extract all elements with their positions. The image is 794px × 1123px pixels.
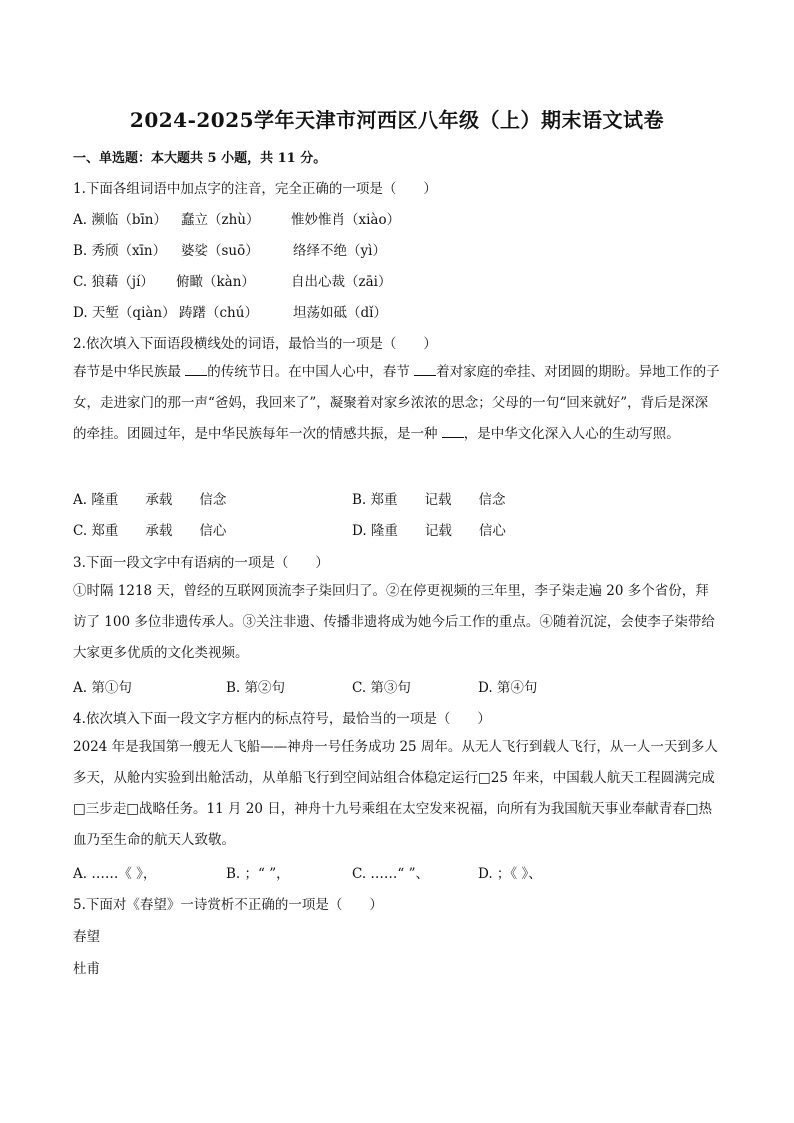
option-b-word1: B. 秀颀（xīn） [73, 243, 167, 259]
question-3-stem: 3.下面一段文字中有语病的一项是（ ） [73, 555, 329, 571]
fill-blank [185, 363, 207, 376]
option-a-word3: 惟妙惟肖（xiào） [291, 212, 401, 228]
option-c: C. 郑重 承载 信心 [73, 523, 227, 539]
option-d: D. 隆重 记载 信心 [352, 523, 506, 539]
option-d-word3: 坦荡如砥（dǐ） [293, 305, 387, 321]
fill-blank [414, 363, 436, 376]
question-2-passage [73, 357, 721, 450]
question-5-stem: 5.下面对《春望》一诗赏析不正确的一项是（ ） [73, 897, 383, 913]
question-1-stem: 1.下面各组词语中加点字的注音，完全正确的一项是（ ） [73, 181, 437, 197]
question-4-passage: 2024 年是我国第一艘无人飞船——神舟一号任务成功 25 周年。从无人飞行到载人飞行，从一人一天到多人多天，从舱内实验到出舱活动，从单船飞行到空间站组合体稳定运行□25 年来，中国载人航天工程圆满完成□三步走□战略任务。11 月 20 日，神舟十九号乘组在太空发来祝福，向所有为我国航天事业奉献青春□热血乃至生命的航天人致敬。 [73, 739, 718, 848]
option-c: C. ……“ ”、 [352, 866, 430, 882]
passage-part: 春节是中华民族最 [73, 364, 186, 380]
question-1-option-a [73, 208, 400, 228]
fill-blank [442, 425, 464, 438]
question-1-option-b [73, 239, 386, 259]
option-d: D. ；《 》、 [478, 866, 542, 882]
option-b-word2: 婆娑（suō） [181, 243, 259, 259]
question-2-options-row2 [73, 519, 506, 539]
poem-title: 春望 [73, 929, 100, 945]
option-b-word3: 络绎不绝（yì） [293, 243, 386, 259]
option-b: B. 第②句 [226, 680, 286, 696]
question-2-stem: 2.依次填入下面语段横线处的词语，最恰当的一项是（ ） [73, 336, 437, 352]
page-title: 2024-2025学年天津市河西区八年级（上）期末语文试卷 [129, 108, 665, 132]
question-3-passage: ①时隔 1218 天，曾经的互联网顶流李子柒回归了。②在停更视频的三年里，李子柒走遍 20 多个省份，拜访了 100 多位非遗传承人。③关注非遗、传播非遗将成为她今后工作的重点。④随着沉淀，会使李子柒带给大家更多优质的文化类视频。 [73, 583, 715, 661]
option-a: A. 第①句 [73, 680, 132, 696]
passage-part: ，是中华文化深入人心的生动写照。 [463, 426, 680, 442]
poem-author: 杜甫 [73, 961, 100, 977]
option-a-word1: A. 濒临（bīn） [73, 212, 167, 228]
option-b: B. 郑重 记载 信念 [352, 492, 506, 508]
option-d: D. 第④句 [478, 680, 538, 696]
section-heading: 一、单选题：本大题共 5 小题，共 11 分。 [73, 151, 327, 166]
question-4-options [73, 862, 542, 882]
passage-part: 的传统节日。在中国人心中，春节 [207, 364, 415, 380]
question-3-options [73, 676, 537, 696]
option-a-word2: 蠢立（zhù） [181, 212, 260, 228]
question-2-options-row1 [73, 488, 506, 508]
option-c: C. 第③句 [352, 680, 411, 696]
passage-part: 着对家庭的牵挂、对团圆的期盼。异地工作的子女，走进家门的那一声“爸妈，我回来了”，凝聚着对家乡浓浓的思念；父母的一句“回来就好”，背后是深深的牵挂。团圆过年，是中华民族每年一次的情感共振，是一种 [73, 364, 720, 442]
option-a: A. 隆重 承载 信念 [73, 492, 227, 508]
question-1-option-c [73, 270, 391, 290]
option-a: A. ……《 》， [73, 866, 157, 882]
option-c-word1: C. 狼藉（jí） [73, 274, 154, 290]
question-1-option-d [73, 301, 387, 321]
option-d-word1: D. 天堑（qiàn） [73, 305, 176, 321]
option-b: B. ；“ ”， [226, 866, 290, 882]
option-d-word2: 踌躇（chú） [179, 305, 258, 321]
option-c-word3: 自出心裁（zāi） [291, 274, 392, 290]
question-4-stem: 4.依次填入下面一段文字方框内的标点符号，最恰当的一项是（ ） [73, 711, 491, 727]
option-c-word2: 俯瞰（kàn） [176, 274, 255, 290]
